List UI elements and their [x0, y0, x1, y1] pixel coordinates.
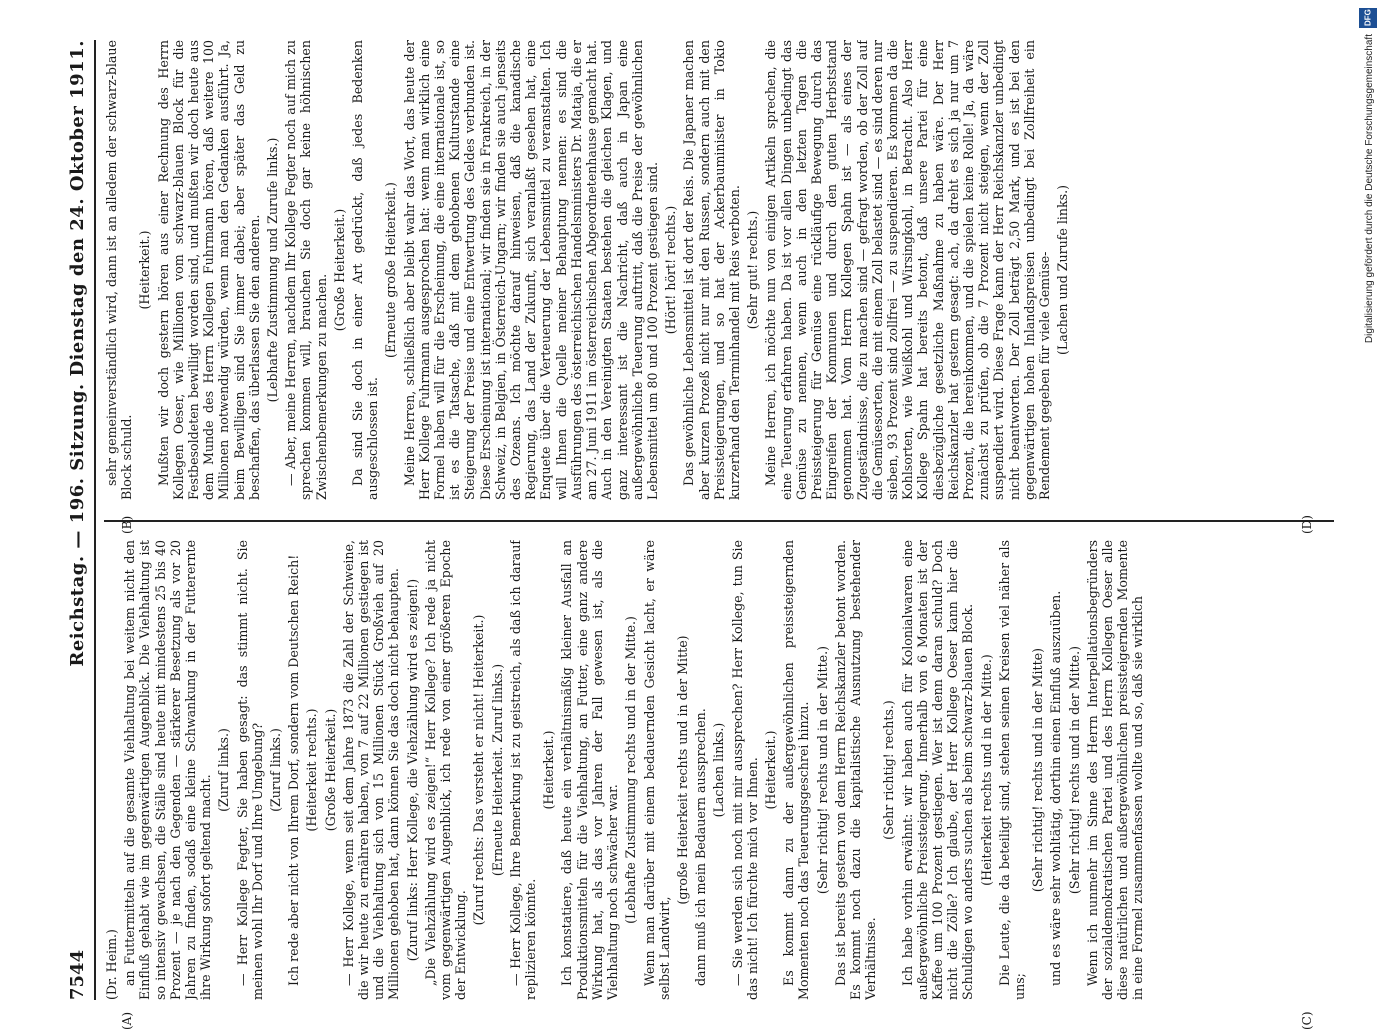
margin-marker-d: (D): [1300, 515, 1314, 534]
remark: (Heiterkeit.): [541, 730, 557, 810]
remark: (Sehr richtig! rechts und in der Mitte): [1030, 647, 1046, 893]
remark: (Sehr richtig! rechts.): [881, 700, 897, 840]
paragraph: Meine Herren, ich möchte nun von einigen Artikeln sprechen, die eine Teuerung erfahren haben. Da ist vor allen Dingen unbedingt das Gemüse zu nennen, wenn auch in den letzten Tagen die Preissteigerung für Gemüse eine rückläufige Bewegung durch das Eingreifen der Kommunen und durch den guten Herbststand genommen hat. Vom Herrn Kollegen Spahn ist — als eines der Zugeständnisse, die zu machen sind — gefragt worden, ob der Zoll auf die Gemüsesorten, die mit einem Zoll belastet sind — es sind deren nur sieben, 93 Prozent sind zollfrei — zu suspendieren. Es kommen da die Kohlsorten, wie Weißkohl und Wirsingkohl, in Betracht. Also Herr Kollege Spahn hat bereits betont, daß unsere Partei für eine diesbezügliche gesetzliche Maßnahme zu haben wäre. Der Herr Reichskanzler hat gestern gesagt: ach, da dreht es sich ja nur um 7 Prozent, die hereinkommen, und die spielen keine Rolle! Ja, da wäre zunächst zu prüfen, ob die 7 Prozent nicht steigen, wenn der Zoll suspendiert wird. Diese Frage kann der Herr Reichskanzler unbedingt nicht beantworten. Der Zoll beträgt 2,50 Mark, und es ist bei den gegenwärtigen hohen Inlandspreisen unbedingt bei Zollfreiheit ein Rendement gegeben für viele Gemüse-: [763, 40, 1052, 500]
left-column: [104, 540, 1334, 1000]
remark: (Zuruf rechts: Das versteht er nicht! Heiterkeit.): [471, 614, 487, 926]
remark: (Lachen und Zurufe links.): [1055, 184, 1071, 356]
paragraph: Mußten wir doch gestern hören aus einer Rechnung des Herrn Kollegen Oeser, wie Millionen vom schwarz-blauen Block für die Festbesoldeten bewilligt worden sind, und mußten wir doch heute aus dem Munde des Herrn Kollegen Fuhrmann hören, daß weitere 100 Millionen notwendig würden, wenn man den Gedanken ausführt. Ja, beim Bewilligen sind Sie immer dabei; aber später das Geld zu beschaffen, das überlassen Sie den anderen.: [155, 40, 262, 500]
paragraph: — Aber, meine Herren, nachdem Ihr Kollege Fegter noch auf mich zu sprechen kommen will, brauchen Sie doch gar keine höhnischen Zwischenbemerkungen zu machen.: [283, 40, 329, 500]
paragraph: Das gewöhnliche Lebensmittel ist dort der Reis. Die Japaner machen aber kurzen Prozeß nicht nur mit den Russen, sondern auch mit den Preissteigerungen, und so hat der Ackerbauminister in Tokio kurzerhand den Terminhandel mit Reis verboten.: [681, 40, 742, 500]
paragraph: Ich habe vorhin erwähnt: wir haben auch für Kolonialwaren eine außergewöhnliche Preissteigerung. Innerhalb von 6 Monaten ist der Kaffee um 100 Prozent gestiegen. Wer ist denn daran schuld? Doch nicht die Zölle? Ich glaube, der Herr Kollege Oeser kann hier die Schuldigen wo anders suchen als beim schwarz-blauen Block.: [899, 540, 976, 1000]
remark: (Lebhafte Zustimmung rechts und in der Mitte.): [623, 616, 639, 924]
remark: (Große Heiterkeit.): [331, 208, 347, 332]
remark: (Lebhafte Zustimmung und Zurufe links.): [265, 137, 281, 403]
paragraph: Es kommt dann zu der außergewöhnlichen preissteigernden Momenten noch das Teuerungsgeschrei hinzu.: [781, 540, 812, 1000]
margin-marker-b: (B): [120, 515, 134, 534]
paragraph: Das ist bereits gestern von dem Herrn Reichskanzler betont worden. Es kommt noch dazu die kapitalistische Ausnutzung bestehender Verhältnisse.: [832, 540, 879, 1000]
remark: (Hört! hört! rechts.): [663, 205, 679, 335]
remark: (Zuruf links.): [268, 728, 284, 812]
dfg-credit-strip: [1355, 2, 1381, 998]
paragraph: — Herr Kollege Fegter, Sie haben gesagt: das stimmt nicht. Sie meinen wohl Ihr Dorf und Ihre Umgebung?: [234, 540, 265, 1000]
paragraph: und es wäre sehr wohltätig, dorthin einen Einfluß auszuüben.: [1048, 590, 1064, 986]
paragraph: Da sind Sie doch in einer Art gedrückt, daß jedes Bedenken ausgeschlossen ist.: [350, 40, 381, 500]
margin-marker-a: (A): [120, 1011, 134, 1030]
paragraph: sehr gemeinverständlich wird, dann ist an alledem der schwarz-blaue Block schuld.: [104, 40, 135, 500]
remark: (Sehr richtig! rechts und in der Mitte.): [814, 645, 830, 895]
paragraph: Ich konstatiere, daß heute ein verhältnismäßig kleiner Ausfall an Produktionsmitteln für die Viehhaltung, an Futter, eine ganz andere Wirkung hat, als das vor Jahren der Fall gewesen ist, als die Viehhaltung noch schwächer war.: [559, 540, 621, 1000]
speaker-tag: (Dr. Heim.): [104, 929, 119, 1000]
remark: (Heiterkeit rechts.): [304, 708, 320, 832]
remark: (Heiterkeit rechts und in der Mitte.): [978, 654, 994, 886]
paragraph: Meine Herren, schließlich aber bleibt wahr das Wort, das heute der Herr Kollege Fuhrmann ausgesprochen hat: wenn man wirklich eine Formel haben will für die Erscheinung, die eine internationale ist, so ist es die Tatsache, daß mit dem gehobenen Kulturstande eine Steigerung der Preise und eine Entwertung des Geldes verbunden ist. Diese Erscheinung ist international; wir finden sie in Frankreich, in der Schweiz, in Belgien, in Österreich-Ungarn; wir finden sie auch jenseits des Ozeans. Ich möchte darauf hinweisen, daß die kanadische Regierung, das Land der Zukunft, sich veranlaßt gesehen hat, eine Enquete über die Verteuerung der Lebensmittel zu veranstalten. Ich will Ihnen die Quelle meiner Behauptung nennen: es sind die Ausführungen des österreichischen Handelsministers Dr. Mataja, die er am 27. Juni 1911 im österreichischen Abgeordnetenhause gemacht hat. Auch in den Vereinigten Staaten bestehen die gleichen Klagen, und ganz interessant ist die Nachricht, daß auch in Japan eine außergewöhnliche Teuerung auftritt, daß die Preise der gewöhnlichen Lebensmittel um 80 und 100 Prozent gestiegen sind.: [401, 40, 660, 500]
remark: (Erneute große Heiterkeit.): [383, 182, 399, 358]
newspaper-page: [60, 40, 1340, 1030]
remark: (Erneute Heiterkeit. Zuruf links.): [489, 663, 505, 877]
paragraph: Die Leute, die da beteiligt sind, stehen seinen Kreisen viel näher als uns;: [996, 540, 1027, 1000]
remark: (Heiterkeit.): [762, 730, 778, 810]
remark: (Zuruf links.): [216, 728, 232, 812]
paragraph: an Futtermitteln auf die gesamte Viehhaltung bei weitem nicht den Einfluß gehabt wie im gegenwärtigen Augenblick. Die Viehhaltung ist so intensiv gewachsen, die Ställe sind heute mit mindestens 25 bis 40 Prozent — je nach den Gegenden — stärkerer Besetzung als vor 20 Jahren zu finden, sodaß eine kleine Schwankung in der Futterernte ihre Wirkung sofort geltend macht.: [122, 540, 214, 1000]
remark: (Sehr richtig! rechts und in der Mitte.): [1066, 645, 1082, 895]
margin-marker-c: (C): [1300, 1011, 1314, 1030]
page-header: [60, 40, 96, 1000]
dfg-logo: DFG: [1359, 8, 1377, 28]
remark: (Große Heiterkeit.): [322, 708, 338, 832]
remark: (Lachen links.): [711, 722, 727, 818]
digitization-credit: Digitalisierung gefördert durch die Deutsche Forschungsgemeinschaft: [1364, 34, 1375, 344]
page-title: Reichstag. — 196. Sitzung. Dienstag den 24. Oktober 1911.: [66, 40, 88, 667]
paragraph: dann muß ich mein Bedauern aussprechen.: [693, 708, 709, 986]
paragraph: — Herr Kollege, Ihre Bemerkung ist zu geistreich, als daß ich darauf replizieren könnte.: [507, 540, 539, 1000]
paragraph: — Sie werden sich noch mit mir aussprechen? Herr Kollege, tun Sie das nicht! Ich fürchte mich vor Ihnen.: [729, 540, 760, 1000]
page-number: 7544: [66, 949, 88, 1000]
paragraph: Ich rede aber nicht von Ihrem Dorf, sondern vom Deutschen Reich!: [286, 554, 302, 986]
remark: (große Heiterkeit rechts und in der Mitte): [674, 635, 690, 905]
remark: (Zuruf links: Herr Kollege, die Viehzählung wird es zeigen!): [404, 578, 420, 962]
remark: (Heiterkeit.): [137, 230, 153, 310]
right-column: [104, 40, 1334, 500]
paragraph: Wenn ich nunmehr im Sinne des Herrn Interpellationsbegründers der sozialdemokratischen Partei und des Herrn Kollegen Oeser alle diese natürlichen und außergewöhnlichen preissteigernden Momente in eine Formel zusammenfassen wollte und so, daß sie wirklich: [1084, 540, 1146, 1000]
column-divider: [104, 520, 1334, 522]
paragraph: — Herr Kollege, wenn seit dem Jahre 1873 die Zahl der Schweine, die wir heute zu ernähren haben, von 7 auf 22 Millionen gestiegen ist und die Viehhaltung sich von 15 Millionen Stück Großvieh auf 20 Millionen gehoben hat, dann können Sie das doch nicht behaupten.: [340, 540, 402, 1000]
paragraph: Wenn man darüber mit einem bedauernden Gesicht lacht, er wäre selbst Landwirt,: [641, 540, 672, 1000]
paragraph: „Die Viehzählung wird es zeigen!“ Herr Kollege? Ich rede ja nicht vom gegenwärtigen Augenblick, ich rede von einer größeren Epoche der Entwicklung.: [422, 540, 469, 1000]
remark: (Sehr gut! rechts.): [745, 210, 761, 330]
